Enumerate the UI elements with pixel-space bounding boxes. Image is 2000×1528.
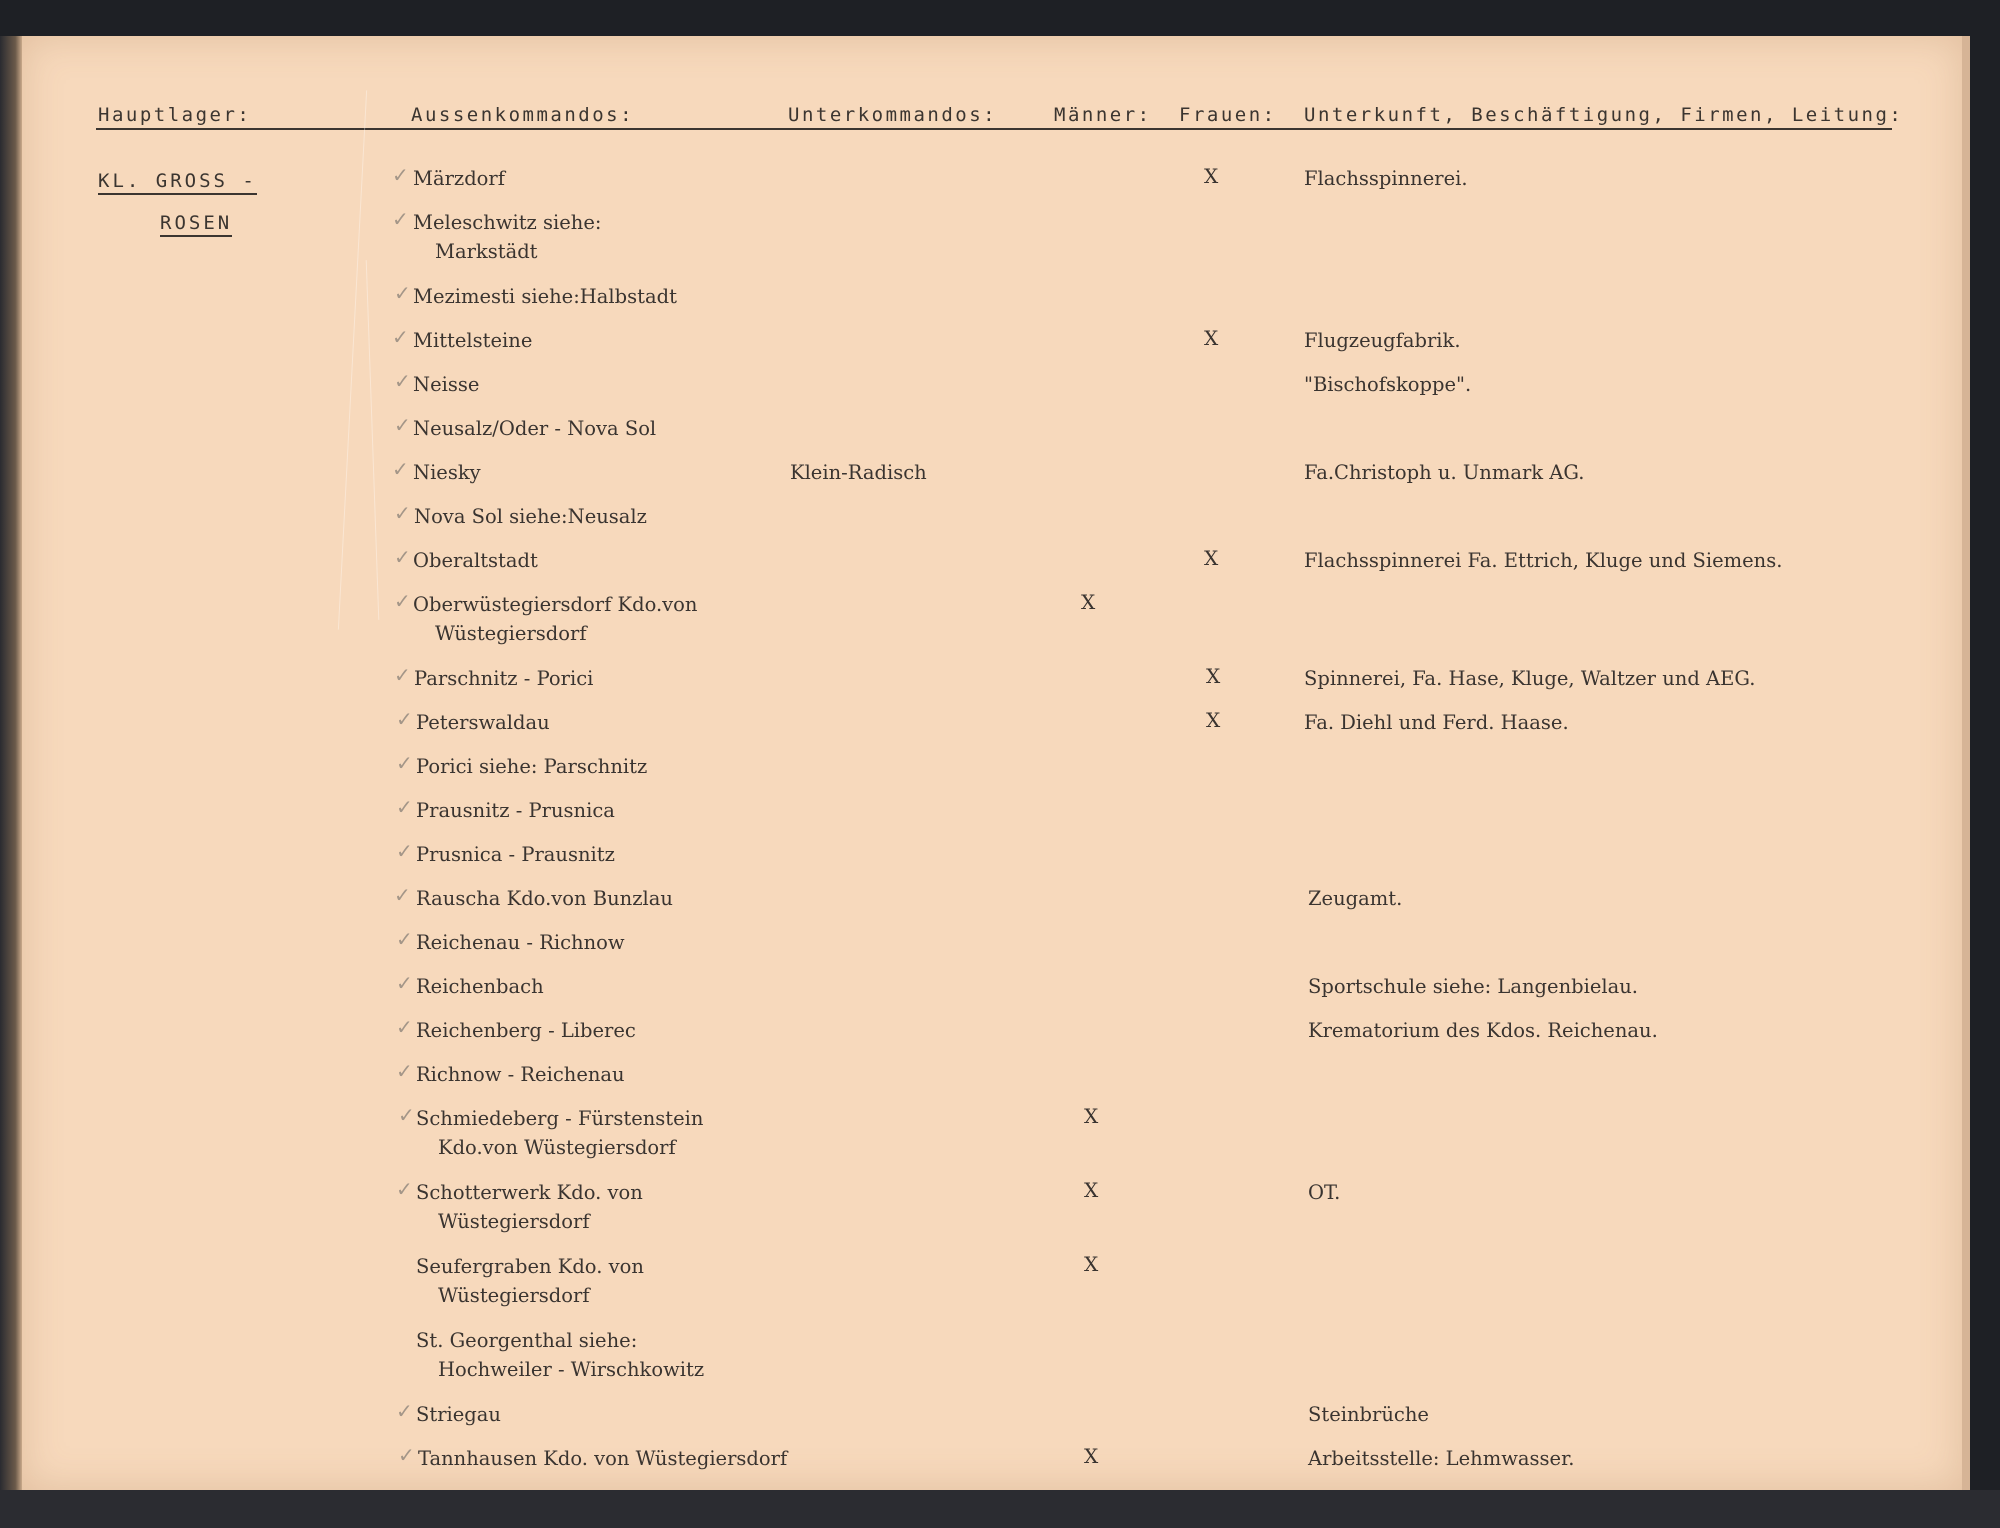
subcamp-name: Seufergraben Kdo. von [416, 1255, 644, 1278]
unterkunft-info: "Bischofskoppe". [1304, 373, 1472, 396]
checkmark-icon: ✓ [396, 971, 413, 995]
subcamp-name-continuation: Wüstegiersdorf [438, 1284, 590, 1307]
subcamp-name: Oberwüstegiersdorf Kdo.von [413, 593, 698, 616]
checkmark-icon: ✓ [394, 413, 411, 437]
frauen-mark: X [1204, 164, 1219, 188]
checkmark-icon: ✓ [398, 1103, 415, 1127]
subcamp-name: Reichenberg - Liberec [416, 1019, 636, 1042]
frauen-mark: X [1206, 664, 1221, 688]
checkmark-icon: ✓ [394, 281, 411, 305]
checkmark-icon: ✓ [396, 839, 413, 863]
background-strip [0, 1490, 2000, 1528]
subcamp-name-continuation: Wüstegiersdorf [438, 1210, 590, 1233]
subcamp-name: Richnow - Reichenau [416, 1063, 625, 1086]
header-aussenkommandos: Aussenkommandos: [411, 104, 635, 126]
subcamp-name: Mittelsteine [413, 329, 533, 352]
unterkunft-info: Flachsspinnerei. [1304, 167, 1468, 190]
unterkunft-info: Flachsspinnerei Fa. Ettrich, Kluge und Siemens. [1304, 549, 1783, 572]
checkmark-icon: ✓ [392, 325, 409, 349]
subcamp-name: Meleschwitz siehe: [413, 211, 602, 234]
subcamp-name: Tannhausen Kdo. von Wüstegiersdorf [418, 1447, 788, 1470]
document-page [22, 36, 1962, 1490]
header-frauen: Frauen: [1179, 104, 1277, 126]
subcamp-name-continuation: Hochweiler - Wirschkowitz [438, 1358, 705, 1381]
checkmark-icon: ✓ [396, 1059, 413, 1083]
frauen-mark: X [1206, 708, 1221, 732]
subcamp-name: Nova Sol siehe:Neusalz [414, 505, 647, 528]
subcamp-name: Reichenau - Richnow [416, 931, 625, 954]
checkmark-icon: ✓ [394, 369, 411, 393]
checkmark-icon: ✓ [396, 795, 413, 819]
checkmark-icon: ✓ [398, 1443, 415, 1467]
checkmark-icon: ✓ [394, 545, 411, 569]
subcamp-name: Schotterwerk Kdo. von [416, 1181, 643, 1204]
subcamp-name: Neusalz/Oder - Nova Sol [413, 417, 657, 440]
subcamp-name: Porici siehe: Parschnitz [416, 755, 648, 778]
book-binding-edge [0, 36, 22, 1490]
unterkunft-info: Fa.Christoph u. Unmark AG. [1304, 461, 1585, 484]
checkmark-icon: ✓ [392, 163, 409, 187]
unterkunft-info: Flugzeugfabrik. [1304, 329, 1461, 352]
subcamp-name: Schmiedeberg - Fürstenstein [416, 1107, 704, 1130]
subcamp-name-continuation: Markstädt [435, 240, 538, 263]
unterkunft-info: Spinnerei, Fa. Hase, Kluge, Waltzer und AEG. [1304, 667, 1756, 690]
subcamp-name-continuation: Wüstegiersdorf [435, 622, 587, 645]
frauen-mark: X [1204, 326, 1219, 350]
checkmark-icon: ✓ [392, 207, 409, 231]
header-hauptlager: Hauptlager: [98, 104, 252, 126]
unterkunft-info: Arbeitsstelle: Lehmwasser. [1308, 1447, 1575, 1470]
maenner-mark: X [1084, 1444, 1099, 1468]
checkmark-icon: ✓ [394, 589, 411, 613]
subcamp-name: Oberaltstadt [413, 549, 538, 572]
subcamp-name: Prusnica - Prausnitz [416, 843, 615, 866]
checkmark-icon: ✓ [394, 501, 411, 525]
checkmark-icon: ✓ [394, 663, 411, 687]
header-maenner: Männer: [1054, 104, 1152, 126]
subcamp-name: Prausnitz - Prusnica [416, 799, 615, 822]
checkmark-icon: ✓ [396, 751, 413, 775]
checkmark-icon: ✓ [396, 1177, 413, 1201]
maenner-mark: X [1084, 1178, 1099, 1202]
subcamp-name: Striegau [416, 1403, 501, 1426]
page-right-edge [1962, 36, 1970, 1490]
subcamp-name: St. Georgenthal siehe: [416, 1329, 638, 1352]
subcamp-name: Niesky [413, 461, 481, 484]
checkmark-icon: ✓ [396, 1399, 413, 1423]
unterkommando-name: Klein-Radisch [790, 461, 927, 484]
subcamp-name: Parschnitz - Porici [414, 667, 594, 690]
checkmark-icon: ✓ [392, 457, 409, 481]
checkmark-icon: ✓ [396, 1015, 413, 1039]
main-camp-label-line1: KL. GROSS - [98, 170, 257, 195]
header-unterkunft: Unterkunft, Beschäftigung, Firmen, Leitung: [1304, 104, 1904, 126]
unterkunft-info: Steinbrüche [1308, 1403, 1429, 1426]
checkmark-icon: ✓ [394, 883, 411, 907]
subcamp-name: Rauscha Kdo.von Bunzlau [416, 887, 673, 910]
unterkunft-info: OT. [1308, 1181, 1341, 1204]
maenner-mark: X [1081, 590, 1096, 614]
subcamp-name: Mezimesti siehe:Halbstadt [413, 285, 677, 308]
subcamp-name: Neisse [413, 373, 480, 396]
maenner-mark: X [1084, 1104, 1099, 1128]
checkmark-icon: ✓ [396, 927, 413, 951]
header-unterkommandos: Unterkommandos: [788, 104, 998, 126]
checkmark-icon: ✓ [396, 707, 413, 731]
subcamp-name: Märzdorf [413, 167, 505, 190]
unterkunft-info: Zeugamt. [1308, 887, 1403, 910]
unterkunft-info: Sportschule siehe: Langenbielau. [1308, 975, 1639, 998]
subcamp-name-continuation: Kdo.von Wüstegiersdorf [438, 1136, 676, 1159]
unterkunft-info: Fa. Diehl und Ferd. Haase. [1304, 711, 1569, 734]
subcamp-name: Peterswaldau [416, 711, 550, 734]
frauen-mark: X [1204, 546, 1219, 570]
subcamp-name: Reichenbach [416, 975, 544, 998]
unterkunft-info: Krematorium des Kdos. Reichenau. [1308, 1019, 1658, 1042]
maenner-mark: X [1084, 1252, 1099, 1276]
main-camp-label-line2: ROSEN [160, 212, 232, 237]
header-underline [96, 128, 1892, 130]
